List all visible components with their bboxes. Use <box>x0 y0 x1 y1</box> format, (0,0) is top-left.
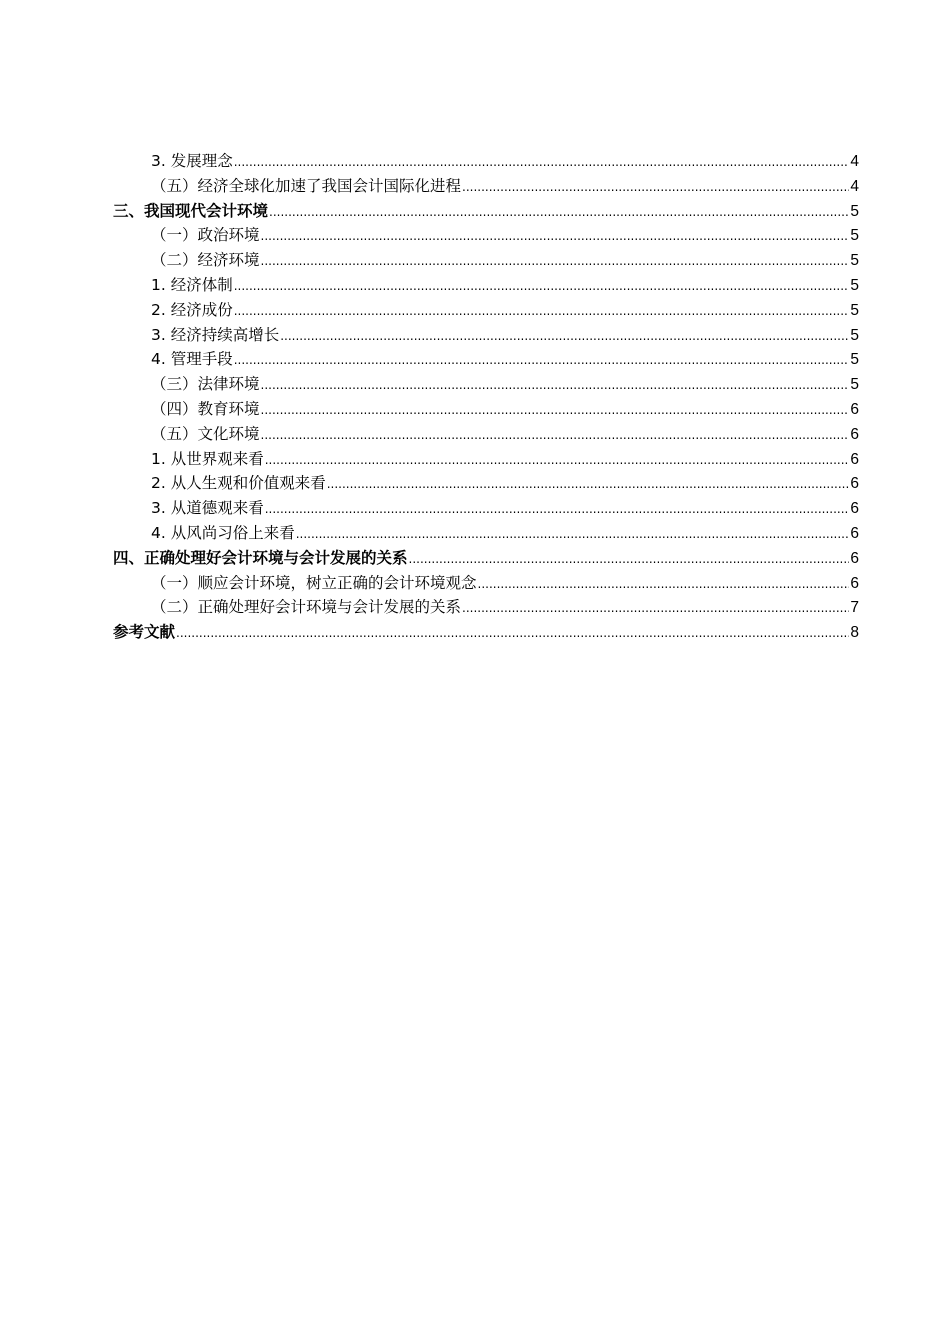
toc-entry[interactable] <box>113 223 859 248</box>
toc-dot-leader <box>261 249 850 274</box>
toc-dot-leader <box>261 398 850 423</box>
toc-entry[interactable] <box>113 149 859 174</box>
toc-entry-title: （三）法律环境 <box>151 375 260 394</box>
toc-entry-page-number: 5 <box>850 326 859 344</box>
toc-dot-leader <box>280 324 849 349</box>
toc-entry-page-number: 6 <box>850 549 859 567</box>
toc-entry-title: 四、正确处理好会计环境与会计发展的关系 <box>113 548 408 567</box>
toc-entry-title: （四）教育环境 <box>151 399 260 418</box>
toc-entry[interactable] <box>113 298 859 323</box>
toc-entry-page-number: 5 <box>850 252 859 270</box>
toc-entry-page-number: 4 <box>850 177 859 195</box>
toc-entry-title: 三、我国现代会计环境 <box>113 201 269 220</box>
toc-dot-leader <box>265 448 850 473</box>
toc-entry-page-number: 6 <box>850 400 859 418</box>
toc-entry-page-number: 6 <box>850 425 859 443</box>
toc-dot-leader <box>462 175 849 200</box>
toc-entry-page-number: 4 <box>850 153 859 170</box>
toc-dot-leader <box>234 150 850 175</box>
toc-dot-leader <box>296 522 850 547</box>
table-of-contents <box>113 149 859 645</box>
toc-dot-leader <box>478 572 850 597</box>
toc-entry[interactable] <box>113 273 859 298</box>
toc-entry-title: （一）政治环境 <box>151 226 260 245</box>
toc-entry[interactable] <box>113 447 859 472</box>
toc-dot-leader <box>265 497 850 522</box>
toc-entry-page-number: 5 <box>850 376 859 394</box>
toc-entry-page-number: 7 <box>850 599 859 617</box>
toc-entry-page-number: 6 <box>850 475 859 493</box>
toc-entry[interactable] <box>113 248 859 273</box>
toc-dot-leader <box>261 373 850 398</box>
toc-dot-leader <box>261 423 850 448</box>
toc-entry[interactable] <box>113 471 859 496</box>
toc-entry-title: 4. 从风尚习俗上来看 <box>151 523 295 542</box>
toc-entry[interactable] <box>113 372 859 397</box>
toc-entry-page-number: 5 <box>850 202 859 220</box>
toc-entry-page-number: 6 <box>850 500 859 518</box>
toc-entry[interactable] <box>113 397 859 422</box>
toc-entry-page-number: 6 <box>850 450 859 468</box>
toc-entry-page-number: 5 <box>850 227 859 245</box>
toc-dot-leader <box>176 621 849 646</box>
toc-entry[interactable] <box>113 422 859 447</box>
toc-entry-title: （二）正确处理好会计环境与会计发展的关系 <box>151 598 462 617</box>
toc-entry-title: 2. 经济成份 <box>151 300 233 319</box>
toc-entry[interactable] <box>113 571 859 596</box>
toc-entry-title: 2. 从人生观和价值观来看 <box>151 474 326 493</box>
toc-entry-page-number: 5 <box>850 351 859 369</box>
toc-dot-leader <box>234 348 850 373</box>
toc-dot-leader <box>462 596 849 621</box>
toc-entry[interactable] <box>113 620 859 645</box>
toc-entry-title: （五）经济全球化加速了我国会计国际化进程 <box>151 176 462 195</box>
toc-entry-title: （一）顺应会计环境，树立正确的会计环境观念 <box>151 573 477 592</box>
toc-entry-page-number: 5 <box>850 301 859 319</box>
toc-entry-page-number: 5 <box>850 276 859 294</box>
toc-entry-title: 3. 发展理念 <box>151 152 233 170</box>
toc-dot-leader <box>234 274 850 299</box>
toc-entry-title: 1. 经济体制 <box>151 275 233 294</box>
toc-entry[interactable] <box>113 199 859 224</box>
toc-entry-title: （五）文化环境 <box>151 424 260 443</box>
toc-dot-leader <box>327 472 850 497</box>
toc-entry[interactable] <box>113 521 859 546</box>
toc-dot-leader <box>234 299 850 324</box>
toc-entry[interactable] <box>113 323 859 348</box>
toc-dot-leader <box>261 224 850 249</box>
toc-entry-page-number: 6 <box>850 574 859 592</box>
toc-entry[interactable] <box>113 595 859 620</box>
toc-dot-leader <box>269 200 849 225</box>
toc-entry-title: 1. 从世界观来看 <box>151 449 264 468</box>
toc-dot-leader <box>409 547 850 572</box>
toc-entry-page-number: 6 <box>850 524 859 542</box>
toc-entry-page-number: 8 <box>850 624 859 642</box>
toc-entry-title: 3. 从道德观来看 <box>151 499 264 518</box>
toc-entry-title: 参考文献 <box>113 623 176 642</box>
toc-entry-title: 3. 经济持续高增长 <box>151 325 280 344</box>
toc-entry[interactable] <box>113 496 859 521</box>
toc-entry-title: （二）经济环境 <box>151 251 260 270</box>
toc-entry[interactable] <box>113 174 859 199</box>
toc-entry-title: 4. 管理手段 <box>151 350 233 369</box>
toc-entry[interactable] <box>113 546 859 571</box>
toc-entry[interactable] <box>113 347 859 372</box>
